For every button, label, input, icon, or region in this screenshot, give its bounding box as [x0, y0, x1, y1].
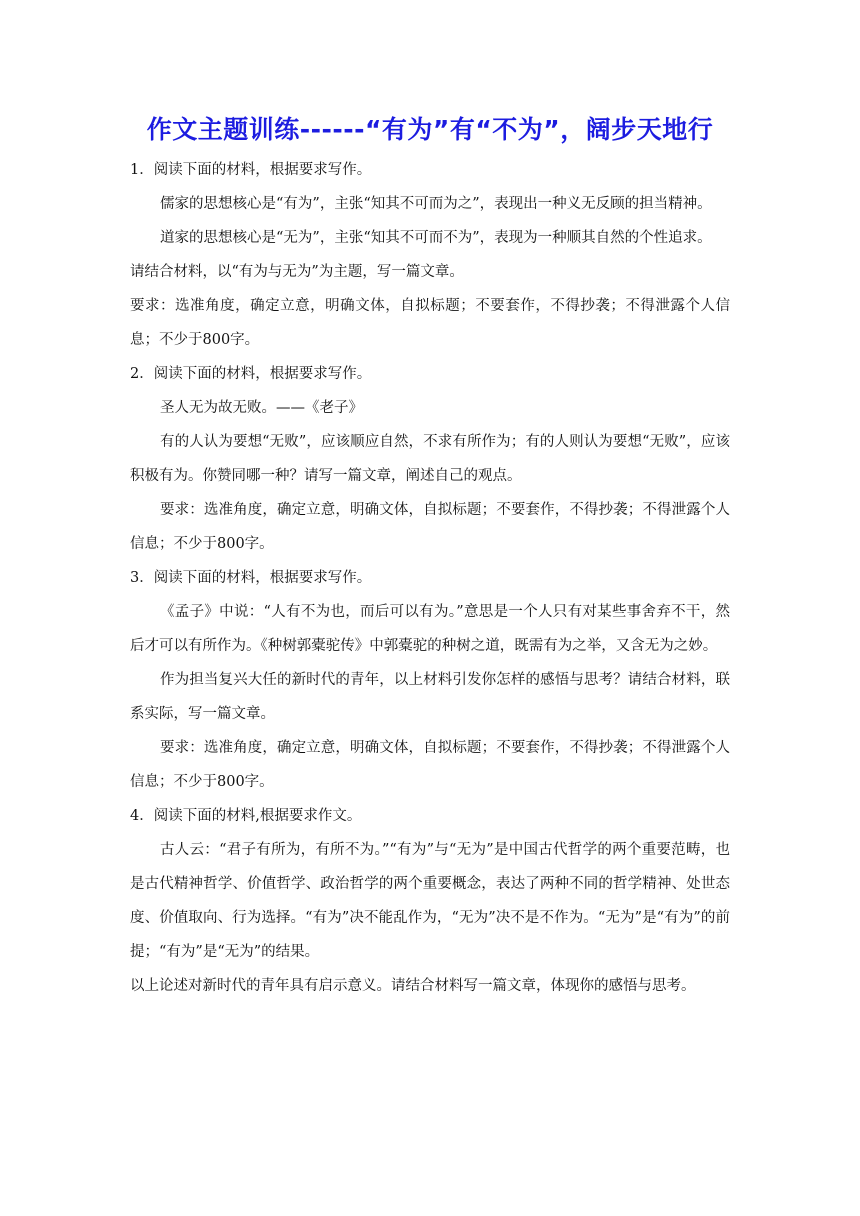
q2-quote: 圣人无为故无败。——《老子》	[160, 400, 363, 416]
q1-material-paragraph: 儒家的思想核心是“有为”，主张“知其不可而为之”，表现出一种义无反顾的担当精神。	[160, 196, 712, 212]
q4-prompt: 以上论述对新时代的青年具有启示意义。请结合材料写一篇文章，体现你的感悟与思考。	[130, 978, 696, 994]
q1-material-paragraph: 道家的思想核心是“无为”，主张“知其不可而不为”，表现为一种顺其自然的个性追求。	[160, 230, 712, 246]
q3-prompt: 作为担当复兴大任的新时代的青年，以上材料引发你怎样的感悟与思考？请结合材料，联系实际，写一篇文章。	[130, 672, 730, 722]
document-body	[130, 153, 730, 1003]
q2-requirements: 要求：选准角度，确定立意，明确文体，自拟标题；不要套作，不得抄袭；不得泄露个人信息；不少于800字。	[130, 502, 730, 552]
document-title: 作文主题训练------“有为”有“不为”，阔步天地行	[146, 115, 714, 144]
q3-requirements: 要求：选准角度，确定立意，明确文体，自拟标题；不要套作，不得抄袭；不得泄露个人信息；不少于800字。	[130, 740, 730, 790]
q1-prompt: 请结合材料，以“有为与无为”为主题，写一篇文章。	[130, 264, 464, 280]
q3-material-paragraph: 《孟子》中说：“人有不为也，而后可以有为。”意思是一个人只有对某些事舍弃不干，然后才可以有所作为。《种树郭橐驼传》中郭橐驼的种树之道，既需有为之举，又含无为之妙。	[130, 604, 730, 654]
q1-requirements: 要求：选准角度，确定立意，明确文体，自拟标题；不要套作，不得抄袭；不得泄露个人信息；不少于800字。	[130, 298, 730, 348]
q4-heading: 4．阅读下面的材料,根据要求作文。	[130, 808, 362, 824]
q2-heading: 2．阅读下面的材料，根据要求写作。	[130, 366, 372, 382]
q1-heading: 1．阅读下面的材料，根据要求写作。	[130, 162, 372, 178]
q2-prompt: 有的人认为要想“无败”，应该顺应自然，不求有所作为；有的人则认为要想“无败”，应该积极有为。你赞同哪一种？请写一篇文章，阐述自己的观点。	[130, 434, 730, 484]
q4-material-paragraph: 古人云：“君子有所为，有所不为。”“有为”与“无为”是中国古代哲学的两个重要范畴，也是古代精神哲学、价值哲学、政治哲学的两个重要概念，表达了两种不同的哲学精神、处世态度、价值取向、行为选择。“有为”决不能乱作为，“无为”决不是不作为。“无为”是“有为”的前提；“有为”是“无为”的结果。	[130, 842, 730, 960]
q3-heading: 3．阅读下面的材料，根据要求写作。	[130, 570, 372, 586]
